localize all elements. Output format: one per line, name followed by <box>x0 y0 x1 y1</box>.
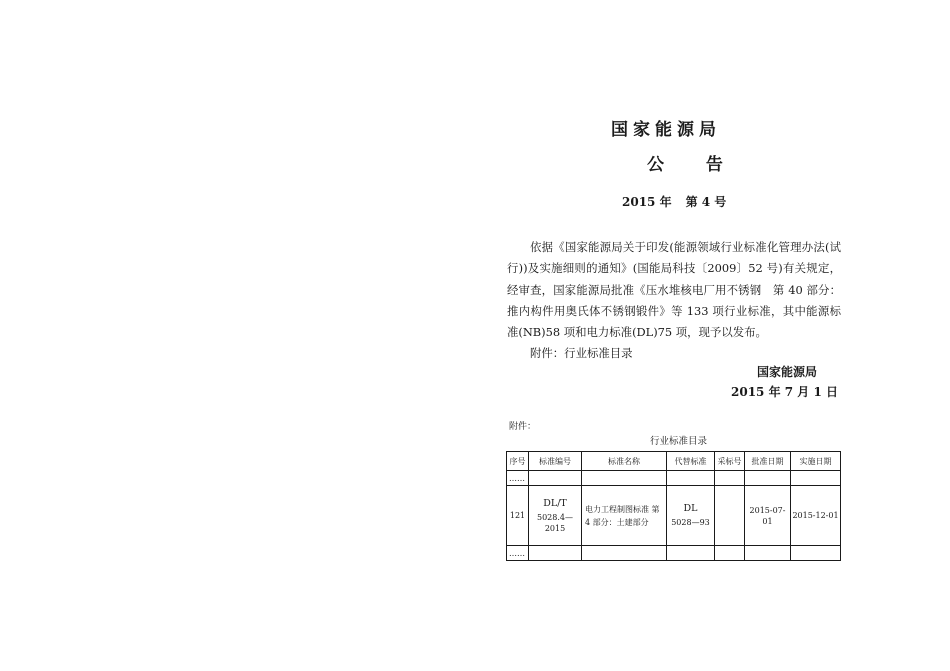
table-header-row <box>507 452 841 471</box>
header-approval-date: 批准日期 <box>745 452 791 471</box>
header-replaces: 代替标准 <box>667 452 715 471</box>
row-name: 电力工程制图标准 第 4 部分：土建部分 <box>582 486 667 546</box>
notice-paragraph: 依据《国家能源局关于印发(能源领域行业标准化管理办法(试行))及实施细则的通知》(国能局科技〔2009〕52 号)有关规定，经审查，国家能源局批准《压水堆核电厂用不锈钢 第 40 部分：推内构件用奥氏体不锈钢锻件》等 133 项行业标准，其中能源标准(NB)58 项和电力标准(DL)75 项，现予以发布。 <box>507 240 841 340</box>
row-seq: 121 <box>507 486 529 546</box>
header-effective-date: 实施日期 <box>791 452 841 471</box>
row-code-line1: DL/T <box>543 497 567 509</box>
row-effective-date: 2015-12-01 <box>791 486 841 546</box>
table-row <box>507 486 841 546</box>
table-row <box>507 471 841 486</box>
notice-issue-number: 第 4 号 <box>685 195 727 209</box>
notice-year: 2015 年 <box>622 195 672 209</box>
row-replaces <box>667 486 715 546</box>
header-name: 标准名称 <box>582 452 667 471</box>
attachment-label: 附件： <box>509 422 537 432</box>
notice-number <box>622 193 726 210</box>
signature-date: 2015 年 7 月 1 日 <box>731 385 838 399</box>
ellipsis-cell: …… <box>507 471 529 486</box>
header-seq: 序号 <box>507 452 529 471</box>
table-row <box>507 546 841 561</box>
row-code-line2: 5028.4—2015 <box>537 512 573 533</box>
attachment-table-title: 行业标准目录 <box>650 436 708 447</box>
signature-issuer: 国家能源局 <box>757 365 818 379</box>
row-replaces-line1: DL <box>683 503 698 514</box>
notice-title: 公 告 <box>647 155 741 175</box>
row-adopted <box>715 486 745 546</box>
row-replaces-line2: 5028—93 <box>671 518 710 527</box>
standards-table <box>506 451 841 561</box>
row-code <box>529 486 582 546</box>
ellipsis-cell: …… <box>507 546 529 561</box>
header-adopted: 采标号 <box>715 452 745 471</box>
row-approval-date: 2015-07-01 <box>745 486 791 546</box>
header-code: 标准编号 <box>529 452 582 471</box>
issuing-agency: 国家能源局 <box>611 120 721 140</box>
attachment-note: 附件：行业标准目录 <box>530 346 633 361</box>
notice-body <box>507 237 841 365</box>
